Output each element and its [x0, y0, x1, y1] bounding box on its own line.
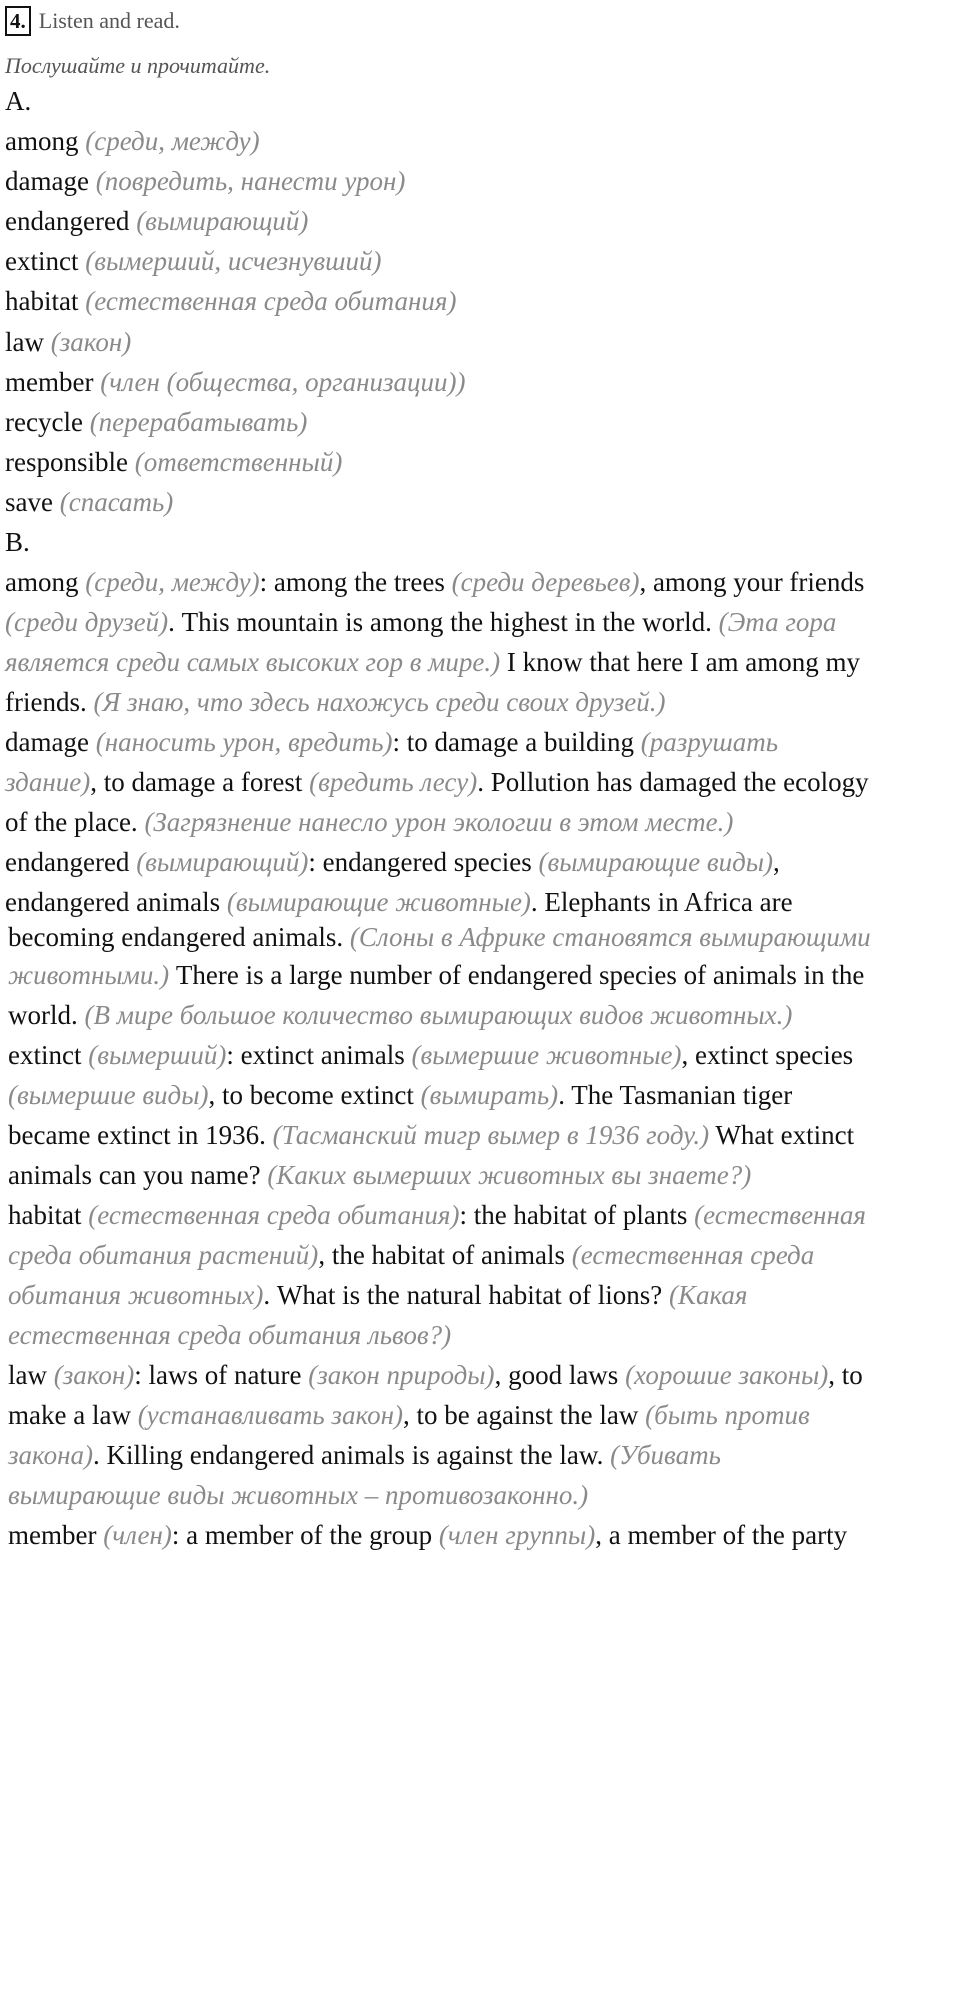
- translation-text: является среди самых высоких гор в мире.): [5, 647, 501, 677]
- translation-text: (В мире большое количество вымирающих видов животных.): [84, 1000, 793, 1030]
- example-line: [5, 765, 869, 799]
- example-line: [8, 1198, 866, 1232]
- example-line: [8, 1398, 810, 1432]
- vocab-translation: (перерабатывать): [89, 406, 308, 437]
- translation-text: (Какая: [669, 1280, 748, 1310]
- exercise-number: 4.: [5, 6, 31, 36]
- vocab-translation: (естественная среда обитания): [85, 286, 457, 317]
- english-text: . This mountain is among the highest in the world.: [168, 607, 719, 637]
- vocab-word: habitat: [5, 286, 79, 317]
- english-text: : the habitat of plants: [459, 1200, 695, 1230]
- vocab-item: [5, 204, 308, 238]
- instruction-ru: Послушайте и прочитайте.: [5, 53, 271, 78]
- english-text: among: [5, 567, 86, 597]
- english-text: , extinct species: [681, 1040, 854, 1070]
- translation-text: здание): [5, 767, 91, 797]
- vocab-translation: (спасать): [59, 486, 174, 517]
- example-line: [5, 725, 778, 759]
- vocab-word: extinct: [5, 246, 79, 277]
- example-line: [8, 1158, 751, 1192]
- translation-text: (устанавливать закон): [137, 1400, 403, 1430]
- translation-text: (хорошие законы): [625, 1360, 829, 1390]
- english-text: , to: [828, 1360, 863, 1390]
- vocab-word: responsible: [5, 446, 128, 477]
- translation-text: (быть против: [645, 1400, 810, 1430]
- instruction-en: Listen and read.: [38, 8, 180, 33]
- english-text: friends.: [5, 687, 94, 717]
- translation-text: вымирающие виды животных – противозаконно.): [8, 1480, 589, 1510]
- example-line: [5, 845, 780, 879]
- english-text: endangered: [5, 847, 137, 877]
- english-text: . What is the natural habitat of lions?: [263, 1280, 670, 1310]
- vocab-item: [5, 365, 466, 399]
- example-line: [5, 885, 793, 919]
- english-text: : laws of nature: [134, 1360, 309, 1390]
- translation-text: (вымирающие животные): [226, 887, 531, 917]
- translation-text: (естественная: [694, 1200, 866, 1230]
- translation-text: (естественная среда: [571, 1240, 815, 1270]
- vocab-word: law: [5, 326, 44, 357]
- english-text: damage: [5, 727, 96, 757]
- section-b-label: B.: [5, 527, 30, 557]
- example-line: [8, 1438, 721, 1472]
- translation-text: (закон природы): [308, 1360, 495, 1390]
- example-line: [5, 645, 860, 679]
- translation-text: (Эта гора: [718, 607, 837, 637]
- example-line: [8, 998, 792, 1032]
- english-text: , to become extinct: [208, 1080, 421, 1110]
- translation-text: естественная среда обитания львов?): [8, 1320, 452, 1350]
- example-line: [8, 1518, 847, 1552]
- vocab-item: [5, 485, 173, 519]
- example-line: [8, 1118, 854, 1152]
- english-text: . Killing endangered animals is against the law.: [93, 1440, 611, 1470]
- example-line: [8, 1318, 451, 1352]
- english-text: : a member of the group: [171, 1520, 439, 1550]
- english-text: law: [8, 1360, 54, 1390]
- english-text: , a member of the party: [595, 1520, 848, 1550]
- translation-text: (естественная среда обитания): [88, 1200, 460, 1230]
- translation-text: животными.): [8, 960, 170, 990]
- translation-text: (Я знаю, что здесь нахожусь среди своих друзей.): [93, 687, 666, 717]
- example-line: [8, 1278, 747, 1312]
- vocab-translation: (член (общества, организации)): [100, 366, 466, 397]
- translation-text: (среди друзей): [5, 607, 169, 637]
- exercise-header: [5, 5, 180, 37]
- vocab-item: [5, 124, 260, 158]
- translation-text: (наносить урон, вредить): [95, 727, 393, 757]
- vocab-item: [5, 244, 381, 278]
- vocab-translation: (закон): [50, 326, 132, 357]
- english-text: member: [8, 1520, 104, 1550]
- english-text: world.: [8, 1000, 85, 1030]
- translation-text: (разрушать: [640, 727, 779, 757]
- vocab-word: among: [5, 126, 79, 156]
- translation-text: (Тасманский тигр вымер в 1936 году.): [272, 1120, 710, 1150]
- vocab-item: [5, 445, 342, 479]
- vocab-translation: (повредить, нанести урон): [95, 166, 406, 197]
- translation-text: (вымирать): [420, 1080, 559, 1110]
- vocab-item: [5, 284, 456, 318]
- english-text: , the habitat of animals: [318, 1240, 572, 1270]
- example-line: [8, 1478, 588, 1512]
- vocab-item: [5, 325, 131, 359]
- english-text: endangered animals: [5, 887, 227, 917]
- vocab-word: member: [5, 366, 94, 397]
- english-text: habitat: [8, 1200, 89, 1230]
- example-line: [8, 958, 864, 992]
- vocab-word: damage: [5, 166, 89, 197]
- translation-text: (вымирающий): [136, 847, 309, 877]
- vocab-word: endangered: [5, 206, 130, 237]
- example-line: [8, 1358, 863, 1392]
- english-text: animals can you name?: [8, 1160, 268, 1190]
- translation-text: (вымирающие виды): [538, 847, 774, 877]
- english-text: became extinct in 1936.: [8, 1120, 273, 1150]
- translation-text: (закон): [53, 1360, 135, 1390]
- translation-text: (вредить лесу): [309, 767, 478, 797]
- example-line: [5, 685, 666, 719]
- vocab-word: recycle: [5, 406, 83, 437]
- example-line: [8, 1038, 853, 1072]
- english-text: What extinct: [709, 1120, 855, 1150]
- english-text: : endangered species: [308, 847, 539, 877]
- english-text: becoming endangered animals.: [8, 922, 350, 952]
- english-text: . The Tasmanian tiger: [558, 1080, 793, 1110]
- translation-text: (среди, между): [85, 567, 260, 597]
- vocab-item: [5, 405, 307, 439]
- translation-text: (Слоны в Африке становятся вымирающими: [349, 922, 871, 952]
- english-text: : to damage a building: [392, 727, 641, 757]
- example-line: [5, 605, 836, 639]
- english-text: ,: [773, 847, 780, 877]
- translation-text: (член группы): [438, 1520, 596, 1550]
- translation-text: (Убивать: [610, 1440, 721, 1470]
- english-text: I know that here I am among my: [500, 647, 861, 677]
- english-text: : extinct animals: [226, 1040, 412, 1070]
- translation-text: (Загрязнение нанесло урон экологии в этом месте.): [144, 807, 734, 837]
- vocab-translation: (вымерший, исчезнувший): [85, 246, 382, 277]
- translation-text: (вымершие виды): [8, 1080, 209, 1110]
- translation-text: (среди деревьев): [451, 567, 640, 597]
- vocab-word: save: [5, 486, 53, 517]
- english-text: of the place.: [5, 807, 145, 837]
- translation-text: (вымерший): [88, 1040, 227, 1070]
- section-a-label: A.: [5, 86, 32, 116]
- english-text: extinct: [8, 1040, 89, 1070]
- vocab-translation: (ответственный): [134, 446, 343, 477]
- english-text: . Elephants in Africa are: [530, 887, 793, 917]
- example-line: [8, 1238, 814, 1272]
- english-text: , to damage a forest: [90, 767, 310, 797]
- english-text: make a law: [8, 1400, 138, 1430]
- english-text: There is a large number of endangered species of animals in the: [169, 960, 865, 990]
- english-text: , among your friends: [639, 567, 865, 597]
- vocab-translation: (вымирающий): [136, 206, 309, 237]
- translation-text: закона): [8, 1440, 94, 1470]
- example-line: [5, 565, 864, 599]
- example-line: [8, 1078, 792, 1112]
- vocab-translation: (среди, между): [85, 126, 260, 156]
- english-text: , to be against the law: [402, 1400, 646, 1430]
- translation-text: (Каких вымерших животных вы знаете?): [267, 1160, 752, 1190]
- translation-text: (вымершие животные): [411, 1040, 682, 1070]
- example-line: [5, 805, 733, 839]
- translation-text: среда обитания растений): [8, 1240, 319, 1270]
- english-text: : among the trees: [259, 567, 452, 597]
- english-text: . Pollution has damaged the ecology: [477, 767, 869, 797]
- vocab-item: [5, 164, 405, 198]
- translation-text: (член): [103, 1520, 172, 1550]
- translation-text: обитания животных): [8, 1280, 264, 1310]
- example-line: [8, 920, 871, 954]
- english-text: , good laws: [494, 1360, 626, 1390]
